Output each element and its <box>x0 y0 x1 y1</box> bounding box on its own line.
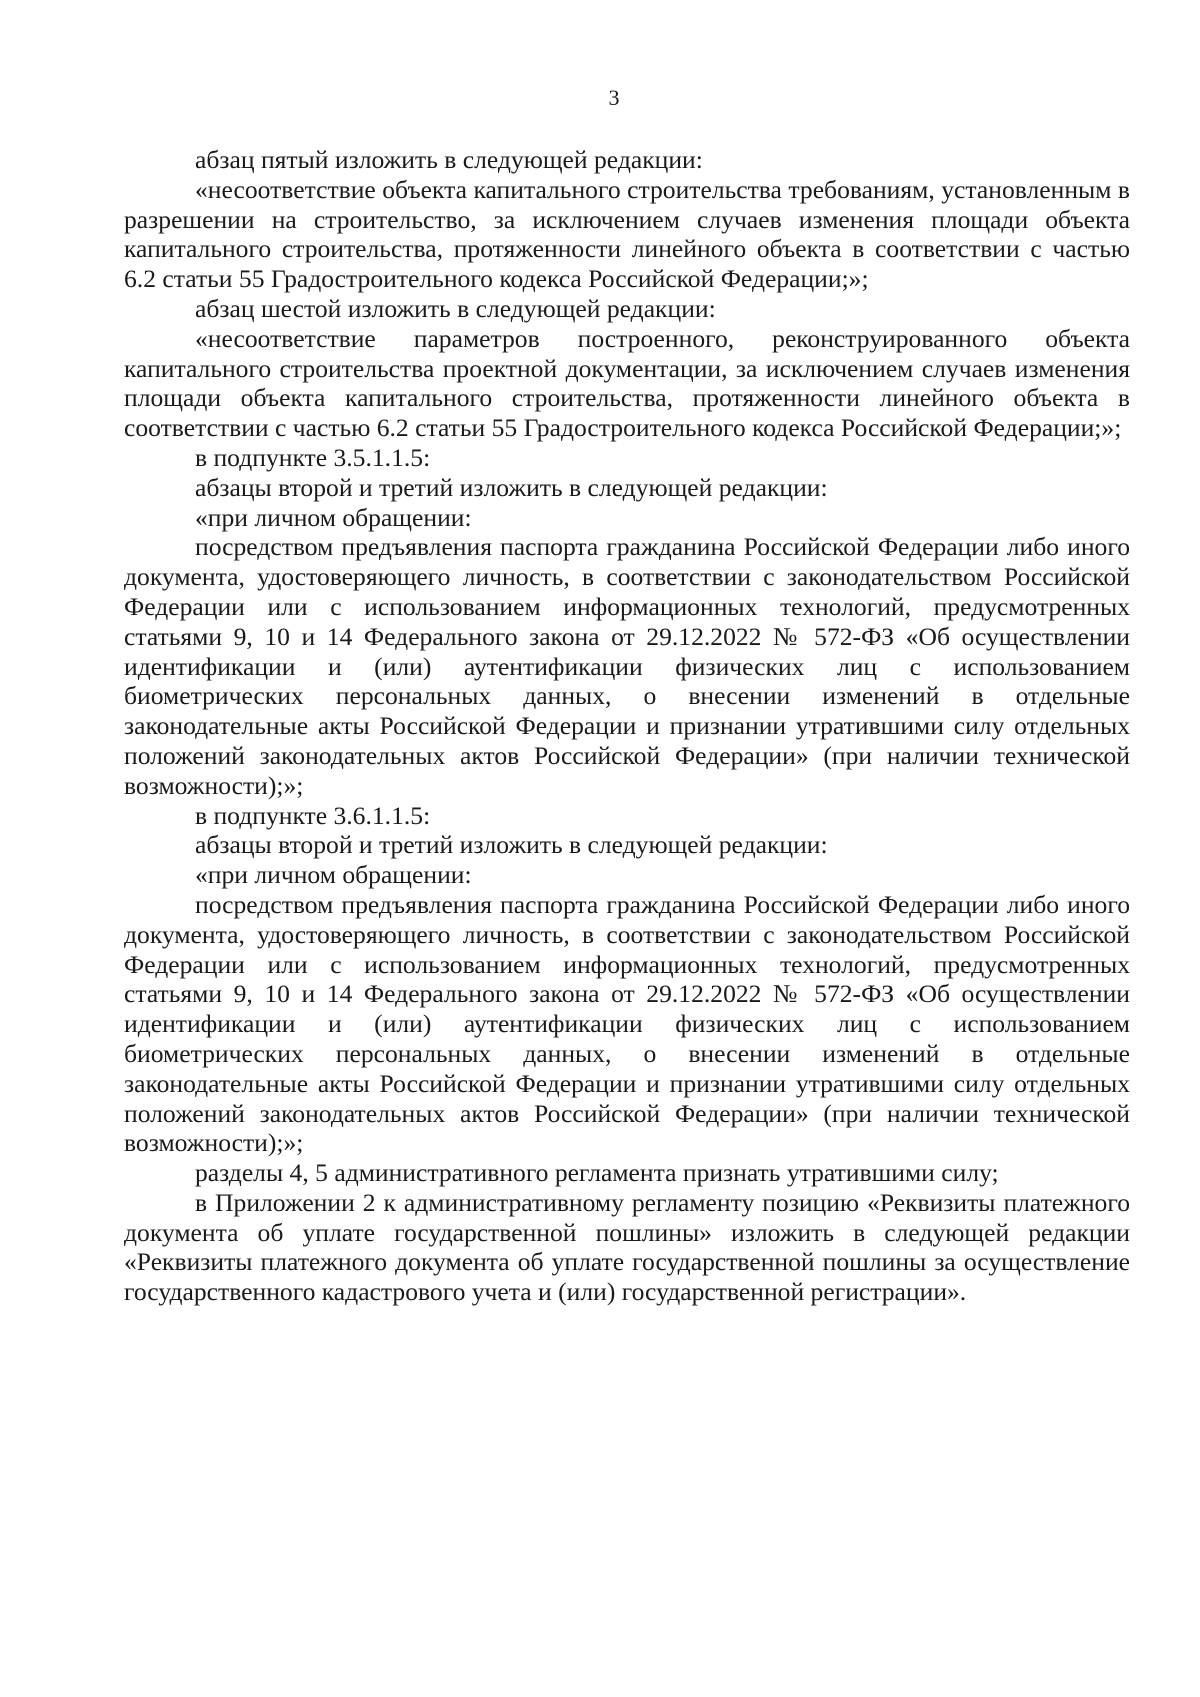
paragraph: «при личном обращении: <box>195 860 472 890</box>
page-number: 3 <box>608 85 620 110</box>
paragraph: посредством предъявления паспорта гражданина Российской Федерации либо иного документа, удостоверяющего личность, в соответствии с законодательством Российской Федерации или с использованием информационных технологий, предусмотренных статьями 9, 10 и 14 Федерального закона от 29.12.2022 № 572-ФЗ «Об осуществлении идентификации и (или) аутентификации физических лиц с использованием биометрических персональных данных, о внесении изменений в отдельные законодательные акты Российской Федерации и признании утратившими силу отдельных положений законодательных актов Российской Федерации» (при наличии технической возможности);»; <box>124 532 1130 800</box>
paragraph: посредством предъявления паспорта гражданина Российской Федерации либо иного документа, удостоверяющего личность, в соответствии с законодательством Российской Федерации или с использованием информационных технологий, предусмотренных статьями 9, 10 и 14 Федерального закона от 29.12.2022 № 572-ФЗ «Об осуществлении идентификации и (или) аутентификации физических лиц с использованием биометрических персональных данных, о внесении изменений в отдельные законодательные акты Российской Федерации и признании утратившими силу отдельных положений законодательных актов Российской Федерации» (при наличии технической возможности);»; <box>124 889 1130 1158</box>
paragraph: «при личном обращении: <box>195 502 472 532</box>
paragraph: в Приложении 2 к административному регламенту позицию «Реквизиты платежного документа об уплате государственной пошлины» изложить в следующей редакции «Реквизиты платежного документа об уплате государственной пошлины за осуществление государственного кадастрового учета и (или) государственной регистрации». <box>124 1187 1130 1307</box>
document-body <box>124 145 1130 1307</box>
paragraph: абзацы второй и третий изложить в следующей редакции: <box>195 472 828 502</box>
paragraph: абзац пятый изложить в следующей редакции: <box>195 145 703 174</box>
paragraph: абзацы второй и третий изложить в следующей редакции: <box>195 830 828 860</box>
paragraph: разделы 4, 5 административного регламента признать утратившими силу; <box>195 1158 999 1188</box>
paragraph: «несоответствие параметров построенного, реконструированного объекта капитального строительства проектной документации, за исключением случаев изменения площади объекта капитального строительства, протяженности линейного объекта в соответствии с частью 6.2 статьи 55 Градостроительного кодекса Российской Федерации;»; <box>124 323 1130 443</box>
paragraph: в подпункте 3.6.1.1.5: <box>195 800 431 830</box>
paragraph: «несоответствие объекта капитального строительства требованиям, установленным в разрешении на строительство, за исключением случаев изменения площади объекта капитального строительства, протяженности линейного объекта в соответствии с частью 6.2 статьи 55 Градостроительного кодекса Российской Федерации;»; <box>124 174 1130 294</box>
paragraph: абзац шестой изложить в следующей редакции: <box>195 293 716 323</box>
paragraph: в подпункте 3.5.1.1.5: <box>195 442 431 472</box>
